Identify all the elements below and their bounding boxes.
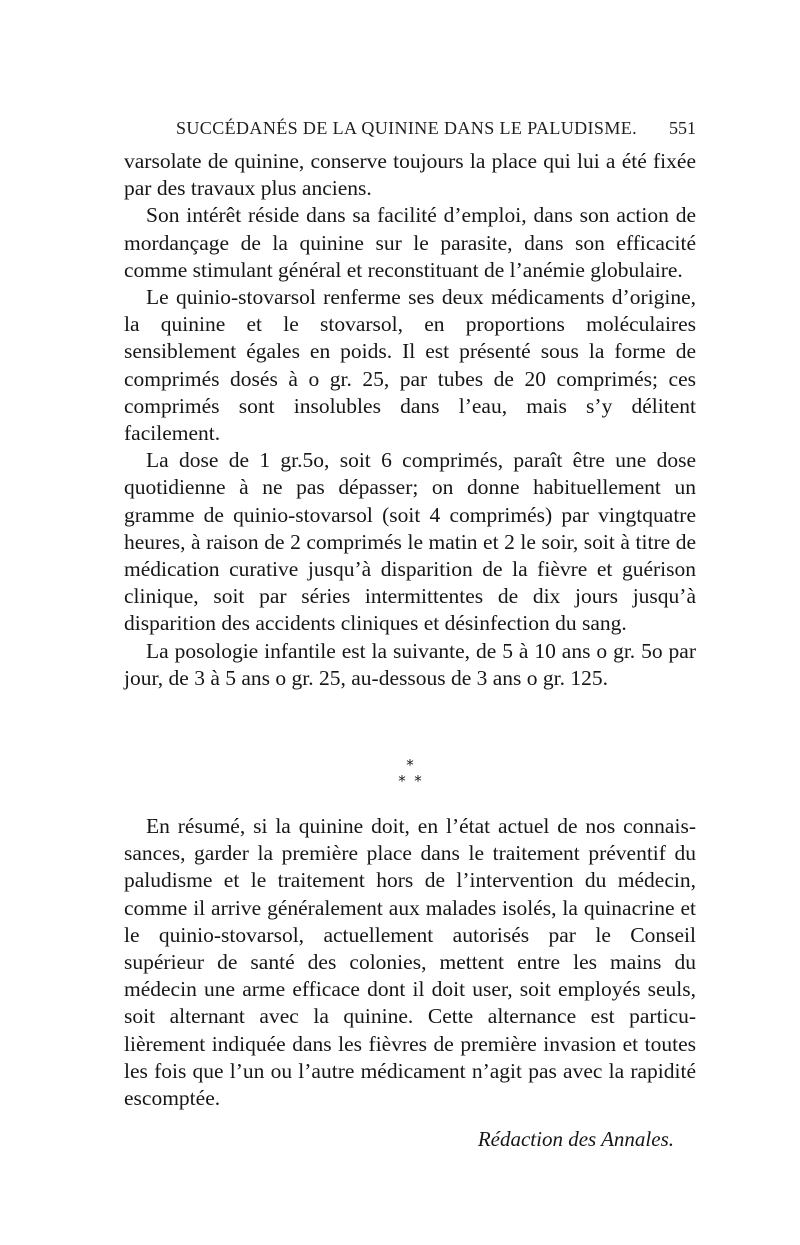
paragraph-posologie: La posologie infantile est la suivante, de 5 à 10 ans o gr. 5o par jour, de 3 à 5 ans o gr. 25, au-dessous de 3 ans o gr. 125. bbox=[124, 638, 696, 690]
svg-text:*: * bbox=[406, 758, 414, 774]
svg-text:*: * bbox=[398, 772, 406, 790]
svg-text:*: * bbox=[414, 772, 422, 790]
paragraph-resume: En résumé, si la quinine doit, en l’état actuel de nos connaissances, garder la première place dans le traitement préventif du paludisme et le traitement hors de l’intervention du médecin, comme il arrive généralement aux malades isolés, la quinacrine et le quinio-stovarsol, actuellement autorisés par le Conseil supérieur de santé des colonies, mettent entre les mains du médecin une arme efficace dont il doit user, soit employés seuls, soit alternant avec la quinine. Cette alternance est particulièrement indiquée dans les fièvres de première invasion et toutes les fois que l’un ou l’autre médicament n’agit pas avec la rapidité escomptée. bbox=[124, 814, 696, 1111]
page-number: 551 bbox=[669, 118, 696, 138]
paragraph-interet: Son intérêt réside dans sa facilité d’emploi, dans son action de mordançage de la quinine sur le parasite, dans son efficacité comme stimulant général et reconstituant de l’anémie globulaire. bbox=[124, 203, 696, 282]
asterism-icon bbox=[390, 758, 430, 790]
paragraph-quinio-stovarsol: Le quinio-stovarsol renferme ses deux médicaments d’origine, la quinine et le stovarsol, en proportions moléculaires sensiblement égales en poids. Il est présenté sous la forme de comprimés dosés à o gr. 25, par tubes de 20 comprimés; ces comprimés sont insolubles dans l’eau, mais s’y délitent facilement. bbox=[124, 285, 696, 446]
summary-section bbox=[124, 813, 696, 1112]
asterism-separator bbox=[124, 758, 696, 790]
running-header bbox=[124, 118, 696, 148]
paragraph-continuation: varsolate de quinine, conserve toujours la place qui lui a été fixée par des travaux plus anciens. bbox=[124, 149, 696, 201]
document-page bbox=[124, 0, 696, 1245]
signature: Rédaction des Annales. bbox=[477, 1127, 674, 1151]
body-text bbox=[124, 148, 696, 692]
paragraph-dose: La dose de 1 gr.5o, soit 6 comprimés, paraît être une dose quotidienne à ne pas dépasser; on donne habituellement un gramme de quinio-stovarsol (soit 4 comprimés) par vingtquatre heures, à raison de 2 comprimés le matin et 2 le soir, soit à titre de médication curative jusqu’à disparition de la fièvre et guérison clinique, soit par séries intermittentes de dix jours jusqu’à disparition des accidents cliniques et désinfection du sang. bbox=[124, 448, 696, 636]
running-title: SUCCÉDANÉS DE LA QUININE DANS LE PALUDISME. bbox=[176, 118, 638, 138]
